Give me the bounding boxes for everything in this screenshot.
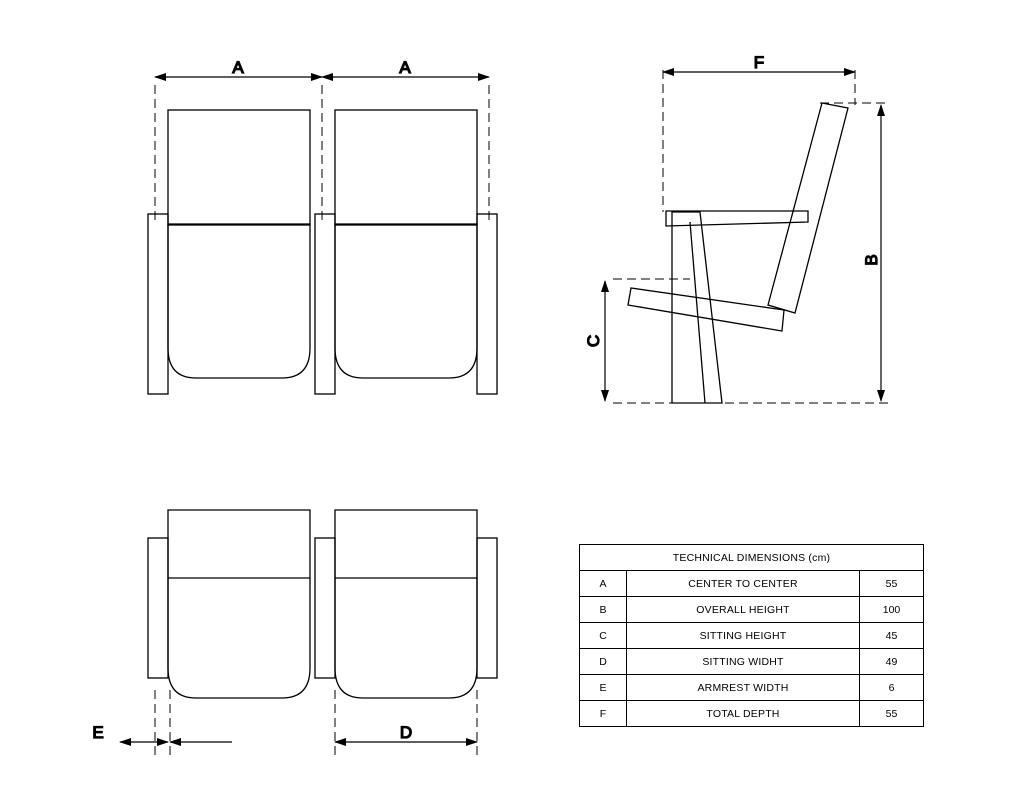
row-code: D [580,649,627,675]
table-row [580,675,924,701]
top-view [92,510,497,755]
table-title-row [580,545,924,571]
side-view [584,53,888,403]
table-row [580,701,924,727]
row-code: E [580,675,627,701]
row-value: 100 [860,597,924,623]
row-description: SITTING WIDHT [627,649,860,675]
top-dim-label-e: E [92,723,104,742]
row-value: 55 [860,571,924,597]
table-row [580,571,924,597]
row-code: B [580,597,627,623]
row-description: SITTING HEIGHT [627,623,860,649]
technical-dimensions-table [579,544,924,727]
table-row [580,623,924,649]
front-dim-label-a-right: A [399,58,411,77]
table-row [580,649,924,675]
row-description: ARMREST WIDTH [627,675,860,701]
row-code: F [580,701,627,727]
front-dim-label-a-left: A [232,58,244,77]
front-view [148,58,497,394]
side-dim-label-f: F [753,53,765,72]
row-value: 45 [860,623,924,649]
row-value: 6 [860,675,924,701]
row-value: 49 [860,649,924,675]
row-code: A [580,571,627,597]
top-dim-label-d: D [399,723,413,742]
table-row [580,597,924,623]
row-description: OVERALL HEIGHT [627,597,860,623]
row-value: 55 [860,701,924,727]
table-title: TECHNICAL DIMENSIONS (cm) [580,545,924,571]
row-description: CENTER TO CENTER [627,571,860,597]
row-code: C [580,623,627,649]
row-description: TOTAL DEPTH [627,701,860,727]
side-dim-label-c: C [584,334,603,348]
side-dim-label-b: B [862,254,881,266]
